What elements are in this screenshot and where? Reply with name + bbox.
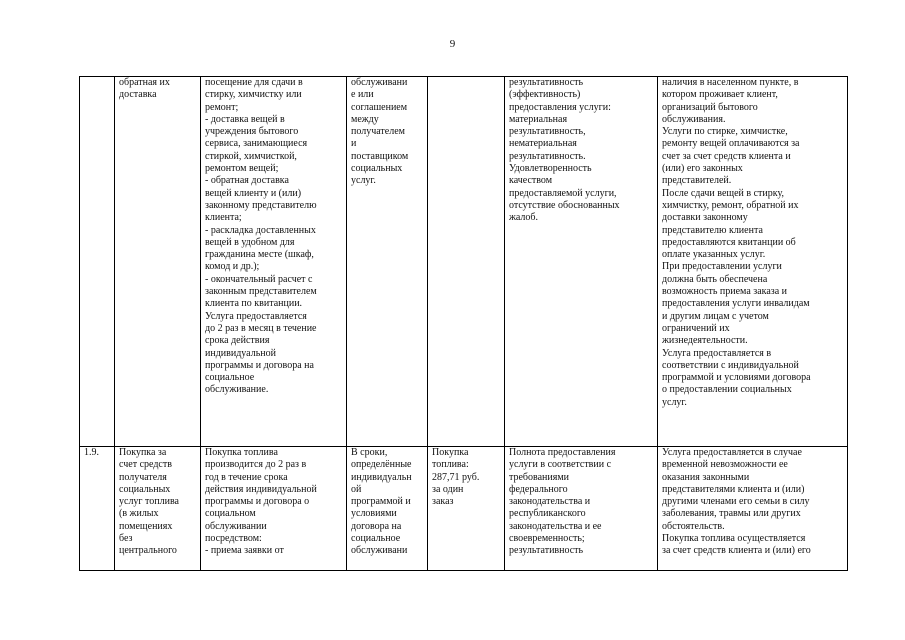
cell-service-term: обслуживани е или соглашением между получателем и поставщиком социальных услуг. [347, 77, 428, 447]
cell-service-cost: Покупка топлива: 287,71 руб. за один заказ [428, 447, 505, 571]
cell-number [80, 77, 115, 447]
cell-service-conditions: Услуга предоставляется в случае временной невозможности ее оказания законными представителями клиента и (или) другими членами его семьи в силу заболевания, травмы или других обстоятельств. Покупка топлива осуществляется за счет средств клиента и (или) его [658, 447, 848, 571]
cell-service-name: обратная их доставка [115, 77, 201, 447]
cell-service-name: Покупка за счет средств получателя социальных услуг топлива (в жилых помещениях без центрального [115, 447, 201, 571]
table-row [80, 447, 848, 571]
cell-quality-indicators: результативность (эффективность) предоставления услуги: материальная результативность, нематериальная результативность. Удовлетворенность качеством предоставляемой услуги, отсутствие обоснованных жалоб. [505, 77, 658, 447]
cell-service-term: В сроки, определённые индивидуальн ой программой и условиями договора на социальное обслуживани [347, 447, 428, 571]
cell-service-content: посещение для сдачи в стирку, химчистку или ремонт; - доставка вещей в учреждения бытового сервиса, занимающиеся стиркой, химчисткой, ремонтом вещей; - обратная доставка вещей клиенту и (или) законному представителю клиента; - раскладка доставленных вещей в удобном для гражданина месте (шкаф, комод и др.); - окончательный расчет с законным представителем клиента по квитанции. Услуга предоставляется до 2 раз в месяц в течение срока действия индивидуальной программы и договора на социальное обслуживание. [201, 77, 347, 447]
cell-service-content: Покупка топлива производится до 2 раз в год в течение срока действия индивидуальной программы и договора о социальном обслуживании посредством: - приема заявки от [201, 447, 347, 571]
cell-quality-indicators: Полнота предоставления услуги в соответствии с требованиями федерального законодательства и республиканского законодательства и ее своевременность; результативность [505, 447, 658, 571]
page-number: 9 [449, 38, 456, 50]
services-table [79, 76, 848, 571]
table-row [80, 77, 848, 447]
cell-service-cost [428, 77, 505, 447]
cell-number: 1.9. [80, 447, 115, 571]
cell-service-conditions: наличия в населенном пункте, в котором проживает клиент, организаций бытового обслуживания. Услуги по стирке, химчистке, ремонту вещей оплачиваются за счет за счет средств клиента и (или) его законных представителей. После сдачи вещей в стирку, химчистку, ремонт, обратной их доставки законному представителю клиента предоставляются квитанции об оплате указанных услуг. При предоставлении услуги должна быть обеспечена возможность приема заказа и предоставления услуги инвалидам и другим лицам с учетом ограничений их жизнедеятельности. Услуга предоставляется в соответствии с индивидуальной программой и условиями договора о предоставлении социальных услуг. [658, 77, 848, 447]
